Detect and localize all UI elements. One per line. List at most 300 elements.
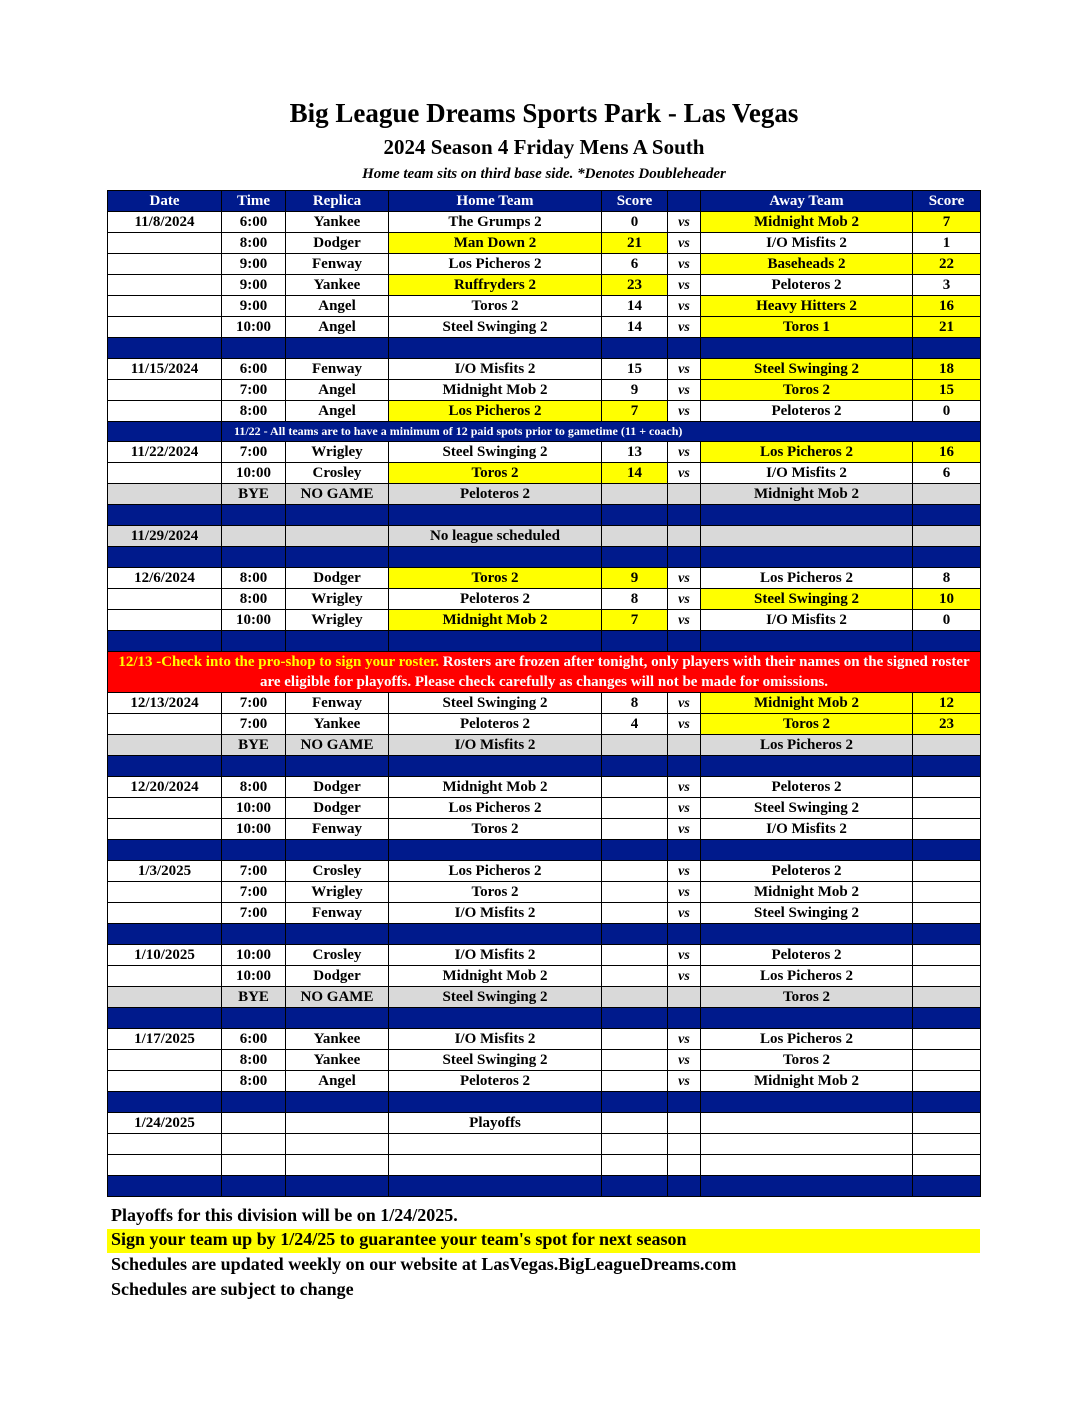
home-team-cell [389, 1155, 602, 1176]
vs-cell [668, 526, 701, 547]
time-cell: 9:00 [222, 296, 286, 317]
separator-cell [913, 840, 981, 861]
replica-cell: Dodger [286, 777, 389, 798]
time-cell: 10:00 [222, 463, 286, 484]
separator-cell [668, 1092, 701, 1113]
separator-cell [913, 631, 981, 652]
bye-row [108, 735, 981, 756]
separator-cell [602, 631, 668, 652]
time-cell: 8:00 [222, 1071, 286, 1092]
game-row [108, 714, 981, 735]
date-cell [108, 380, 222, 401]
vs-cell: vs [668, 861, 701, 882]
separator-cell [701, 505, 913, 526]
date-cell: 1/24/2025 [108, 1113, 222, 1134]
date-cell [108, 296, 222, 317]
vs-cell: vs [668, 254, 701, 275]
separator-cell [108, 338, 222, 359]
away-team-cell: Peloteros 2 [701, 275, 913, 296]
separator-cell [389, 338, 602, 359]
away-score-cell [913, 882, 981, 903]
time-cell: 9:00 [222, 254, 286, 275]
home-team-cell: Steel Swinging 2 [389, 987, 602, 1008]
home-team-cell: Midnight Mob 2 [389, 610, 602, 631]
home-team-cell: Toros 2 [389, 463, 602, 484]
date-cell: 1/10/2025 [108, 945, 222, 966]
home-score-cell: 9 [602, 380, 668, 401]
separator-cell [668, 338, 701, 359]
vs-cell: vs [668, 777, 701, 798]
date-cell [108, 463, 222, 484]
home-score-cell: 23 [602, 275, 668, 296]
away-score-cell: 3 [913, 275, 981, 296]
home-team-cell: Toros 2 [389, 296, 602, 317]
home-team-cell: Toros 2 [389, 882, 602, 903]
away-team-cell [701, 1155, 913, 1176]
separator-cell [108, 756, 222, 777]
away-score-cell [913, 987, 981, 1008]
date-cell: 12/20/2024 [108, 777, 222, 798]
vs-cell: vs [668, 401, 701, 422]
separator-cell [389, 547, 602, 568]
game-row [108, 442, 981, 463]
home-score-cell [602, 903, 668, 924]
home-score-cell [602, 1155, 668, 1176]
separator-cell [701, 756, 913, 777]
separator-cell [913, 505, 981, 526]
replica-cell: Wrigley [286, 442, 389, 463]
date-cell: 11/22/2024 [108, 442, 222, 463]
separator-cell [286, 1008, 389, 1029]
home-team-cell: Ruffryders 2 [389, 275, 602, 296]
schedule-body [108, 212, 981, 1197]
game-row [108, 1071, 981, 1092]
game-row [108, 903, 981, 924]
time-cell: 10:00 [222, 317, 286, 338]
footer-playoffs-note: Playoffs for this division will be on 1/24/2025. [111, 1205, 458, 1225]
time-cell: 9:00 [222, 275, 286, 296]
home-score-cell [602, 1113, 668, 1134]
home-team-cell: Steel Swinging 2 [389, 442, 602, 463]
away-score-cell [913, 1134, 981, 1155]
away-score-cell: 22 [913, 254, 981, 275]
separator-cell [668, 505, 701, 526]
home-score-cell: 14 [602, 296, 668, 317]
home-team-cell: Midnight Mob 2 [389, 777, 602, 798]
vs-cell [668, 987, 701, 1008]
away-score-cell: 8 [913, 568, 981, 589]
vs-cell: vs [668, 714, 701, 735]
date-cell [108, 1155, 222, 1176]
game-row [108, 1113, 981, 1134]
replica-cell: Fenway [286, 254, 389, 275]
vs-cell: vs [668, 317, 701, 338]
home-score-cell: 7 [602, 610, 668, 631]
vs-cell: vs [668, 568, 701, 589]
date-cell: 12/13/2024 [108, 693, 222, 714]
game-row [108, 380, 981, 401]
home-team-cell: Peloteros 2 [389, 589, 602, 610]
away-score-cell [913, 1029, 981, 1050]
schedule-table [107, 190, 981, 1197]
separator-cell [602, 547, 668, 568]
separator-cell [602, 840, 668, 861]
home-team-cell: Peloteros 2 [389, 714, 602, 735]
game-row [108, 819, 981, 840]
col-header-time: Time [222, 191, 286, 212]
away-team-cell: Toros 2 [701, 1050, 913, 1071]
week-separator-row [108, 1008, 981, 1029]
col-header-away-team: Away Team [701, 191, 913, 212]
replica-cell: Dodger [286, 233, 389, 254]
separator-cell [701, 547, 913, 568]
time-cell: 10:00 [222, 819, 286, 840]
home-score-cell: 8 [602, 693, 668, 714]
date-cell [108, 882, 222, 903]
away-team-cell: Midnight Mob 2 [701, 1071, 913, 1092]
vs-cell [668, 1155, 701, 1176]
separator-cell [222, 1092, 286, 1113]
separator-cell [913, 1176, 981, 1197]
replica-cell: Angel [286, 401, 389, 422]
home-score-cell [602, 735, 668, 756]
away-team-cell: I/O Misfits 2 [701, 233, 913, 254]
replica-cell: Yankee [286, 714, 389, 735]
vs-cell: vs [668, 296, 701, 317]
vs-cell: vs [668, 275, 701, 296]
vs-cell: vs [668, 1050, 701, 1071]
time-cell: 7:00 [222, 861, 286, 882]
vs-cell: vs [668, 589, 701, 610]
week-separator-row [108, 756, 981, 777]
date-cell [108, 819, 222, 840]
home-score-cell [602, 987, 668, 1008]
roster-alert-text [108, 652, 981, 693]
home-score-cell: 21 [602, 233, 668, 254]
away-team-cell: Toros 2 [701, 380, 913, 401]
vs-cell: vs [668, 945, 701, 966]
home-score-cell: 9 [602, 568, 668, 589]
separator-cell [389, 756, 602, 777]
time-cell: 10:00 [222, 966, 286, 987]
vs-cell: vs [668, 819, 701, 840]
game-row [108, 1050, 981, 1071]
away-team-cell: Los Picheros 2 [701, 568, 913, 589]
separator-cell [701, 1176, 913, 1197]
separator-cell [602, 1092, 668, 1113]
away-score-cell [913, 526, 981, 547]
away-team-cell: Los Picheros 2 [701, 1029, 913, 1050]
away-team-cell [701, 1134, 913, 1155]
separator-cell [602, 505, 668, 526]
week-separator-row [108, 840, 981, 861]
away-score-cell: 21 [913, 317, 981, 338]
away-team-cell: Toros 2 [701, 714, 913, 735]
separator-cell [389, 1176, 602, 1197]
separator-cell [222, 840, 286, 861]
week-separator-row [108, 1092, 981, 1113]
time-cell: 6:00 [222, 359, 286, 380]
separator-cell [701, 631, 913, 652]
away-team-cell: Heavy Hitters 2 [701, 296, 913, 317]
vs-cell: vs [668, 463, 701, 484]
vs-cell [668, 484, 701, 505]
date-cell [108, 233, 222, 254]
replica-cell [286, 1134, 389, 1155]
date-cell: 11/15/2024 [108, 359, 222, 380]
home-team-cell: Toros 2 [389, 568, 602, 589]
home-score-cell: 4 [602, 714, 668, 735]
away-score-cell [913, 1050, 981, 1071]
away-team-cell: Baseheads 2 [701, 254, 913, 275]
game-row [108, 359, 981, 380]
home-team-cell: Los Picheros 2 [389, 798, 602, 819]
separator-cell [222, 631, 286, 652]
replica-cell: Wrigley [286, 610, 389, 631]
away-team-cell: Los Picheros 2 [701, 966, 913, 987]
replica-cell: Yankee [286, 1050, 389, 1071]
away-team-cell: Los Picheros 2 [701, 442, 913, 463]
separator-cell [701, 1008, 913, 1029]
roster-alert-detail: Rosters are frozen after tonight, only players with their names on the signed roster are eligible for playoffs. Please check carefully as changes will not be made for omissions. [259, 654, 970, 690]
game-row [108, 693, 981, 714]
roster-alert-row [108, 652, 981, 693]
replica-cell: NO GAME [286, 484, 389, 505]
replica-cell: Angel [286, 1071, 389, 1092]
home-score-cell: 0 [602, 212, 668, 233]
game-row [108, 1155, 981, 1176]
replica-cell: Crosley [286, 463, 389, 484]
separator-cell [108, 840, 222, 861]
replica-cell: Crosley [286, 861, 389, 882]
time-cell [222, 526, 286, 547]
time-cell [222, 1155, 286, 1176]
home-score-cell: 8 [602, 589, 668, 610]
away-team-cell: I/O Misfits 2 [701, 819, 913, 840]
replica-cell: Fenway [286, 693, 389, 714]
home-team-cell: Los Picheros 2 [389, 401, 602, 422]
separator-cell [602, 338, 668, 359]
vs-cell: vs [668, 233, 701, 254]
separator-cell [108, 1008, 222, 1029]
home-score-cell [602, 861, 668, 882]
time-cell [222, 1134, 286, 1155]
away-score-cell: 10 [913, 589, 981, 610]
separator-cell [286, 1176, 389, 1197]
replica-cell: Fenway [286, 819, 389, 840]
replica-cell: Wrigley [286, 589, 389, 610]
week-separator-row [108, 505, 981, 526]
time-cell: BYE [222, 484, 286, 505]
vs-cell: vs [668, 212, 701, 233]
date-cell [108, 401, 222, 422]
away-score-cell [913, 1071, 981, 1092]
col-header-home-score: Score [602, 191, 668, 212]
vs-cell: vs [668, 966, 701, 987]
separator-cell [602, 756, 668, 777]
separator-cell [286, 840, 389, 861]
away-team-cell: Peloteros 2 [701, 945, 913, 966]
replica-cell: Dodger [286, 966, 389, 987]
away-team-cell: Midnight Mob 2 [701, 693, 913, 714]
game-row [108, 861, 981, 882]
date-cell [108, 798, 222, 819]
separator-cell [913, 1092, 981, 1113]
game-row [108, 317, 981, 338]
home-team-cell: No league scheduled [389, 526, 602, 547]
home-team-cell: I/O Misfits 2 [389, 903, 602, 924]
away-score-cell: 6 [913, 463, 981, 484]
page-title: Big League Dreams Sports Park - Las Vegas [289, 98, 799, 128]
time-cell: 8:00 [222, 589, 286, 610]
footer-change-note: Schedules are subject to change [111, 1279, 354, 1299]
home-score-cell [602, 945, 668, 966]
vs-cell [668, 735, 701, 756]
time-cell: 10:00 [222, 798, 286, 819]
replica-cell: NO GAME [286, 735, 389, 756]
away-score-cell: 7 [913, 212, 981, 233]
home-score-cell: 14 [602, 317, 668, 338]
away-score-cell [913, 1155, 981, 1176]
away-team-cell: Peloteros 2 [701, 777, 913, 798]
col-header-replica: Replica [286, 191, 389, 212]
home-score-cell: 13 [602, 442, 668, 463]
col-header-vs [668, 191, 701, 212]
separator-cell [913, 1008, 981, 1029]
time-cell: 7:00 [222, 380, 286, 401]
separator-cell [913, 756, 981, 777]
week-separator-row [108, 338, 981, 359]
separator-cell [108, 1092, 222, 1113]
date-cell [108, 254, 222, 275]
away-score-cell [913, 735, 981, 756]
separator-cell [602, 924, 668, 945]
vs-cell: vs [668, 882, 701, 903]
away-score-cell: 0 [913, 401, 981, 422]
away-score-cell [913, 1113, 981, 1134]
separator-cell [222, 1008, 286, 1029]
replica-cell: Crosley [286, 945, 389, 966]
date-cell [108, 317, 222, 338]
home-team-cell: Midnight Mob 2 [389, 380, 602, 401]
away-score-cell: 15 [913, 380, 981, 401]
replica-cell: Dodger [286, 798, 389, 819]
separator-cell [222, 1176, 286, 1197]
schedule-note: Home team sits on third base side. *Denotes Doubleheader [362, 166, 726, 182]
home-team-cell: Toros 2 [389, 819, 602, 840]
away-team-cell: Steel Swinging 2 [701, 589, 913, 610]
separator-cell [389, 631, 602, 652]
replica-cell: Angel [286, 317, 389, 338]
separator-cell [108, 1176, 222, 1197]
replica-cell [286, 526, 389, 547]
date-cell [108, 714, 222, 735]
away-team-cell: Midnight Mob 2 [701, 882, 913, 903]
away-team-cell: Los Picheros 2 [701, 735, 913, 756]
home-score-cell [602, 1050, 668, 1071]
home-score-cell [602, 798, 668, 819]
date-cell [108, 484, 222, 505]
col-header-date: Date [108, 191, 222, 212]
separator-cell [602, 1008, 668, 1029]
home-score-cell: 7 [602, 401, 668, 422]
separator-cell [108, 547, 222, 568]
separator-cell [222, 505, 286, 526]
away-team-cell: Steel Swinging 2 [701, 359, 913, 380]
game-row [108, 589, 981, 610]
date-cell [108, 735, 222, 756]
home-team-cell: Los Picheros 2 [389, 254, 602, 275]
separator-cell [668, 1008, 701, 1029]
separator-cell [668, 756, 701, 777]
week-separator-row [108, 1176, 981, 1197]
footer-signup-note: Sign your team up by 1/24/25 to guarantee your team's spot for next season [107, 1229, 980, 1253]
separator-cell [389, 1092, 602, 1113]
replica-cell: Wrigley [286, 882, 389, 903]
time-cell: 8:00 [222, 1050, 286, 1071]
away-team-cell: Steel Swinging 2 [701, 903, 913, 924]
roster-alert-highlight: 12/13 -Check into the pro-shop to sign your roster. [118, 654, 440, 670]
away-team-cell: Steel Swinging 2 [701, 798, 913, 819]
time-cell: 8:00 [222, 233, 286, 254]
game-row [108, 401, 981, 422]
away-team-cell: I/O Misfits 2 [701, 610, 913, 631]
separator-cell [222, 338, 286, 359]
page-subtitle: 2024 Season 4 Friday Mens A South [383, 135, 705, 159]
game-row [108, 1134, 981, 1155]
away-team-cell: I/O Misfits 2 [701, 463, 913, 484]
separator-cell [701, 840, 913, 861]
time-cell: 6:00 [222, 212, 286, 233]
time-cell: 7:00 [222, 693, 286, 714]
separator-cell [668, 631, 701, 652]
home-team-cell: Steel Swinging 2 [389, 1050, 602, 1071]
separator-cell [222, 756, 286, 777]
vs-cell: vs [668, 442, 701, 463]
away-score-cell: 16 [913, 442, 981, 463]
date-cell: 1/17/2025 [108, 1029, 222, 1050]
col-header-home-team: Home Team [389, 191, 602, 212]
date-cell [108, 1134, 222, 1155]
home-team-cell: I/O Misfits 2 [389, 1029, 602, 1050]
home-team-cell [389, 1134, 602, 1155]
time-cell: 10:00 [222, 610, 286, 631]
week-separator-row [108, 547, 981, 568]
replica-cell: NO GAME [286, 987, 389, 1008]
separator-cell [668, 1176, 701, 1197]
game-row [108, 233, 981, 254]
separator-cell [389, 505, 602, 526]
home-team-cell: Los Picheros 2 [389, 861, 602, 882]
replica-cell: Fenway [286, 359, 389, 380]
home-score-cell [602, 1071, 668, 1092]
away-team-cell [701, 1113, 913, 1134]
date-cell [108, 610, 222, 631]
game-row [108, 463, 981, 484]
separator-cell [286, 547, 389, 568]
home-team-cell: Midnight Mob 2 [389, 966, 602, 987]
game-row [108, 610, 981, 631]
home-team-cell: Peloteros 2 [389, 1071, 602, 1092]
time-cell: 6:00 [222, 1029, 286, 1050]
home-team-cell: Playoffs [389, 1113, 602, 1134]
replica-cell: Yankee [286, 1029, 389, 1050]
date-cell: 11/29/2024 [108, 526, 222, 547]
separator-cell [286, 924, 389, 945]
bye-row [108, 484, 981, 505]
away-team-cell [701, 526, 913, 547]
time-cell: 8:00 [222, 401, 286, 422]
